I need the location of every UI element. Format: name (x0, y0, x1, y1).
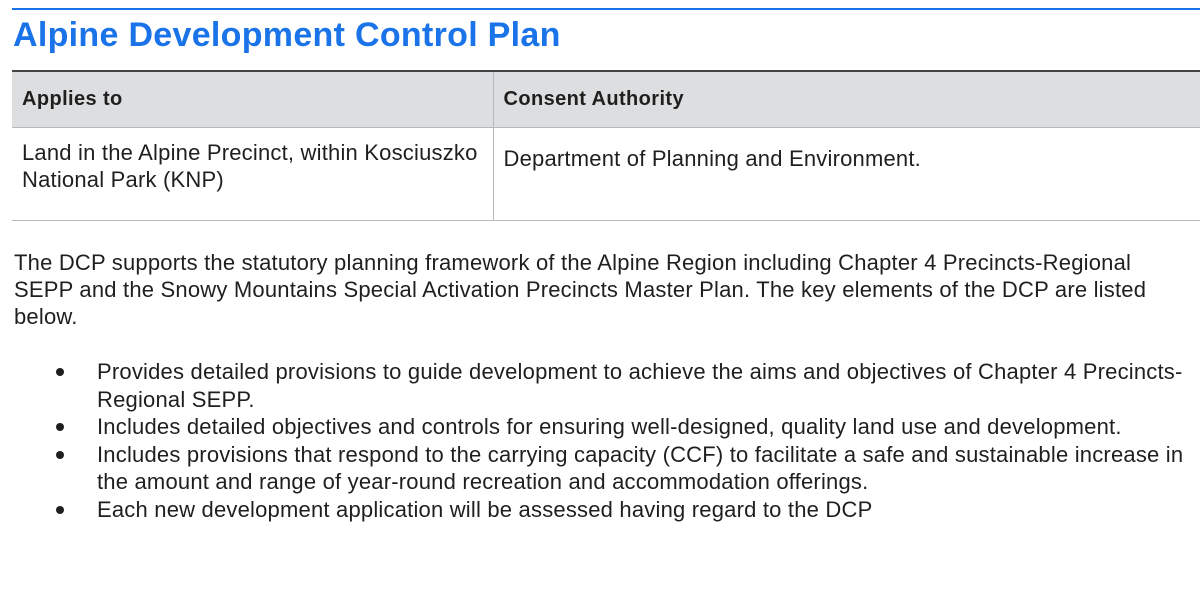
list-item-text: Each new development application will be assessed having regard to the DCP (97, 496, 873, 522)
list-item (0, 441, 1200, 496)
key-elements-list (0, 358, 1200, 523)
table-header-row (12, 71, 1200, 127)
header-applies-to: Applies to (12, 71, 493, 127)
title-top-rule (12, 8, 1200, 10)
cell-applies-to: Land in the Alpine Precinct, within Kosciuszko National Park (KNP) (12, 127, 493, 220)
bullet-icon (56, 506, 64, 514)
list-item-text: Includes detailed objectives and controls for ensuring well-designed, quality land use and development. (97, 414, 1122, 439)
list-item-text: Provides detailed provisions to guide development to achieve the aims and objectives of Chapter 4 Precincts-Regional SEPP. (97, 359, 1183, 412)
bullet-icon (56, 451, 64, 459)
list-item (0, 496, 1200, 524)
cell-consent-authority: Department of Planning and Environment. (493, 127, 1200, 220)
list-item-text: Includes provisions that respond to the carrying capacity (CCF) to facilitate a safe and sustainable increase in the amount and range of year-round recreation and accommodation offerings. (97, 441, 1184, 494)
bullet-icon (56, 368, 64, 376)
list-item (0, 413, 1200, 441)
list-item (0, 358, 1200, 413)
intro-paragraph: The DCP supports the statutory planning framework of the Alpine Region including Chapter 4 Precincts-Regional SEPP and the Snowy Mountains Special Activation Precincts Master Plan. The key elements of the DCP are listed below. (14, 250, 1147, 329)
header-consent-authority: Consent Authority (493, 71, 1200, 127)
applicability-table (12, 70, 1200, 221)
bullet-icon (56, 423, 64, 431)
table-row (12, 127, 1200, 220)
page-title: Alpine Development Control Plan (13, 16, 561, 54)
